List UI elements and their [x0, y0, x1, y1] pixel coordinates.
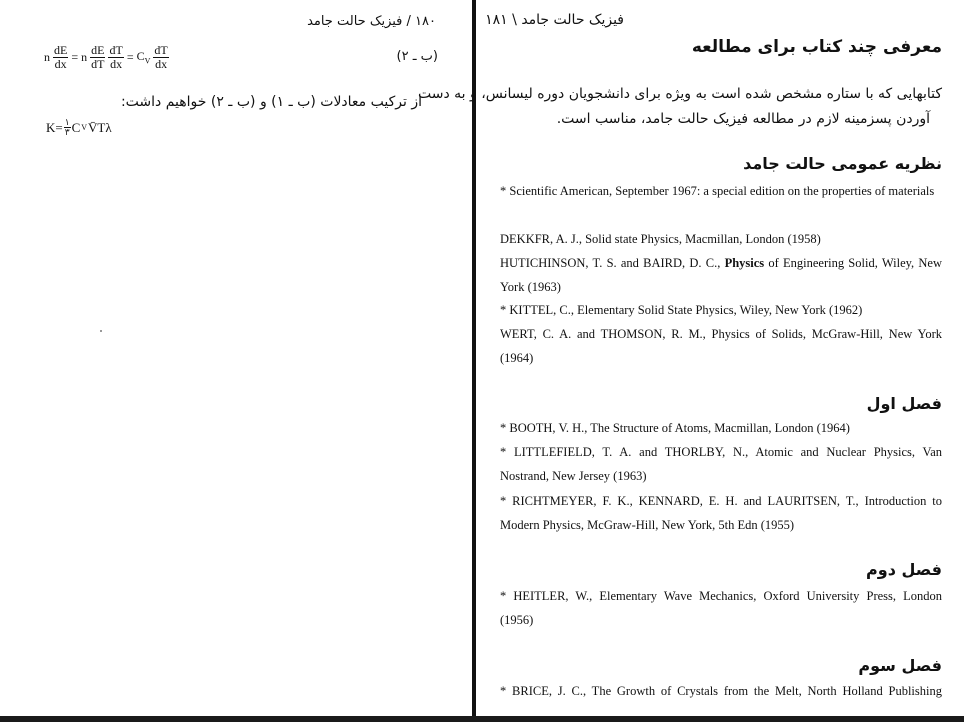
eq1-frac4-num: dT — [154, 43, 168, 57]
reference-entry: DEKKFR, A. J., Solid state Physics, Macmillan, London (1958) — [500, 232, 821, 246]
reference-entry: * Scientific American, September 1967: a special edition on the properties of materials — [500, 184, 935, 198]
eq2-c: C — [71, 119, 81, 135]
intro-line-1: کتابهایی که با ستاره مشخص شده است به ویژه برای دانشجویان دوره لیسانس، و به دست — [418, 86, 942, 102]
eq1-frac4-den: dx — [155, 57, 168, 71]
eq1-frac1-den: dx — [54, 57, 67, 71]
reference-entry: WERT, C. A. and THOMSON, R. M., Physics of Solids, McGraw-Hill, New York (1964) — [500, 327, 942, 365]
section-title-chapter-1: فصل اول — [866, 394, 942, 413]
eq2-lhs: K= — [46, 119, 63, 135]
right-page-header: فیزیک حالت جامد \ ۱۸۱ — [485, 12, 624, 28]
eq1-frac3-num: dT — [109, 43, 123, 57]
left-paragraph: از ترکیب معادلات (ب ـ ۱) و (ب ـ ۲) خواهیم داشت: — [120, 94, 422, 110]
section-title-chapter-2: فصل دوم — [866, 560, 942, 579]
reference-text: HUTICHINSON, T. S. and BAIRD, D. C., — [500, 256, 725, 270]
right-page — [418, 0, 964, 722]
intro-line-2: آوردن پسزمینه لازم در مطالعه فیزیک حالت جامد، مناسب است. — [556, 111, 930, 127]
eq1-frac3 — [108, 44, 123, 71]
reference-entry — [500, 251, 942, 299]
eq2-c-sub: V — [81, 123, 88, 132]
reference-text: of Engineering Solid, Wiley, New York (1963) — [500, 256, 943, 294]
left-page-header: ۱۸۰ / فیزیک حالت جامد — [307, 14, 436, 29]
section-title-general: نظریه عمومی حالت جامد — [743, 154, 942, 173]
eq1-equals1: = — [71, 50, 79, 64]
eq2-frac-den: ۳ — [64, 127, 70, 137]
eq1-frac3-den: dx — [110, 57, 123, 71]
reference-entry: * KITTEL, C., Elementary Solid State Physics, Wiley, New York (1962) — [500, 303, 863, 317]
eq2-rest: V̄Tλ — [88, 119, 112, 135]
reference-entry: * RICHTMEYER, F. K., KENNARD, E. H. and LAURITSEN, T., Introduction to Modern Physics, McGraw-Hill, New York, 5th Edn (1955) — [500, 494, 942, 532]
equation-b2-label: (ب ـ ۲) — [396, 49, 438, 64]
reference-entry: * LITTLEFIELD, T. A. and THORLBY, N., Atomic and Nuclear Physics, Van Nostrand, New Jersey (1963) — [500, 445, 942, 483]
eq1-frac2-den: dT — [91, 57, 105, 71]
eq1-frac1 — [53, 44, 68, 71]
bottom-scan-edge — [0, 716, 964, 722]
eq2-frac-num: ۱ — [64, 117, 70, 127]
eq1-frac2-num: dE — [91, 43, 105, 57]
scan-speck — [100, 330, 102, 332]
eq1-c: C — [136, 49, 145, 64]
reference-entry: * BOOTH, V. H., The Structure of Atoms, Macmillan, London (1964) — [500, 421, 850, 435]
eq1-n1: n — [44, 50, 50, 64]
equation-b2 — [44, 44, 169, 71]
section-title-chapter-3: فصل سوم — [858, 656, 942, 675]
eq1-c-sub: V — [144, 56, 151, 66]
eq1-cv — [137, 49, 151, 65]
eq2-frac — [64, 118, 71, 137]
eq1-n2: n — [81, 50, 88, 64]
page-title: معرفی چند کتاب برای مطالعه — [691, 37, 942, 57]
eq1-frac2 — [90, 44, 105, 71]
reference-entry: * BRICE, J. C., The Growth of Crystals from the Melt, North Holland Publishing — [500, 684, 942, 698]
reference-bold-word: Physics — [724, 256, 765, 270]
reference-entry: * HEITLER, W., Elementary Wave Mechanics, Oxford University Press, London (1956) — [500, 589, 942, 627]
left-page — [0, 0, 472, 722]
eq1-equals2: = — [126, 50, 134, 64]
eq1-frac1-num: dE — [54, 43, 68, 57]
eq1-frac4 — [153, 44, 168, 71]
equation-thermal-conductivity — [46, 118, 112, 137]
